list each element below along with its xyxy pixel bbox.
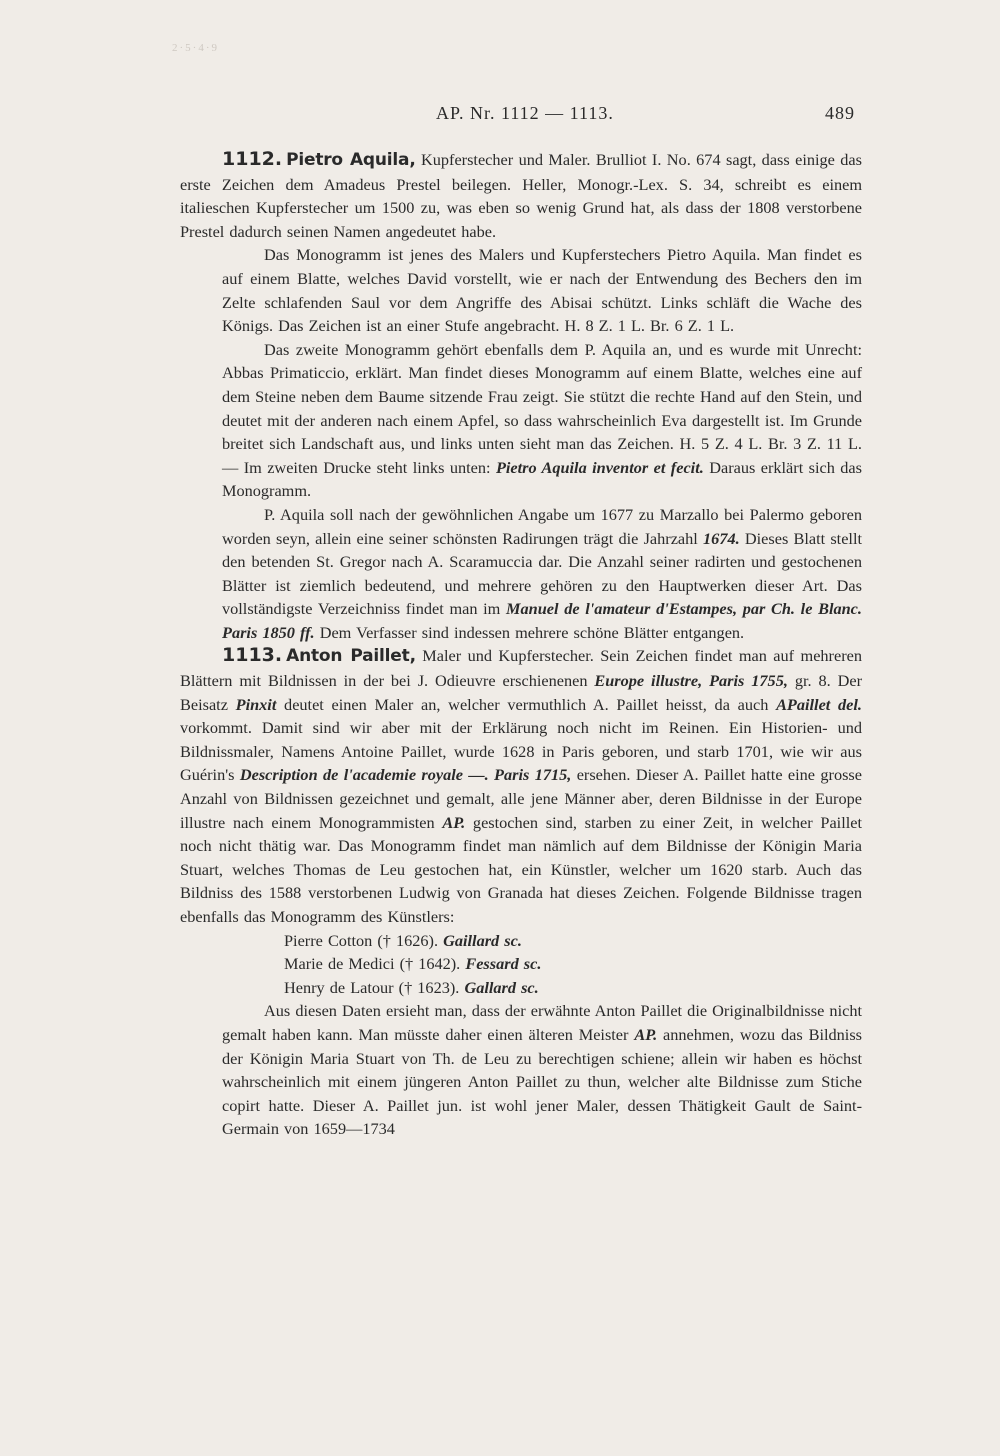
portrait-list (222, 929, 862, 1000)
text: Daraus erklärt sich das Monogramm. (222, 457, 862, 501)
paragraph (222, 503, 862, 645)
entry-1113-paragraph (180, 644, 862, 928)
text: gestochen sind, starben zu einer Zeit, in welcher Paillet noch nicht thätig war. Das Monogramm findet man nämlich auf dem Bildnisse der Königin Maria Stuart, welches Thomas de Leu gestochen hat, ein Künstler, welcher um 1620 starb. Auch das Bildniss des 1588 verstorbenen Ludwig von Granada hat dieses Zeichen. Folgende Bildnisse tragen ebenfalls das Monogramm des Künstlers: (180, 812, 863, 926)
text: Das zweite Monogramm gehört ebenfalls dem P. Aquila an, und es wurde mit Unrecht: Abbas Primaticcio, erklärt. Man findet dieses Monogramm auf einem Blatte, welches eine auf dem Steine neben dem Baume sitzende Frau zeigt. Sie stützt die rechte Hand auf den Stein, und deutet mit der anderen nach einem Apfel, so dass wahrscheinlich Eva dargestellt ist. Im Grunde breitet sich Landschaft aus, und links unten sieht man das Zeichen. H. 5 Z. 4 L. Br. 3 Z. 11 L. — Im zweiten Drucke steht links unten: (222, 339, 862, 477)
paragraph: Das Monogramm ist jenes des Malers und Kupferstechers Pietro Aquila. Man findet es auf einem Blatte, welches David vorstellt, wie er nach der Entwendung des Bechers den im Zelte schlafenden Saul vor dem Angriffe des Abisai schützt. Links schläft die Wache des Königs. Das Zeichen ist an einer Stufe angebracht. H. 8 Z. 1 L. Br. 6 Z. 1 L. (222, 245, 862, 336)
paragraph (222, 338, 862, 503)
italic-title: Description de l'academie royale —. Paris 1715, (239, 765, 572, 785)
text: deutet einen Maler an, welcher vermuthlich A. Paillet heisst, da auch (284, 694, 769, 714)
engraver: Gaillard sc. (443, 930, 522, 950)
text: P. Aquila soll nach der gewöhnlichen Angabe um 1677 zu Marzallo bei Palermo geboren worden seyn, allein eine seiner schönsten Radirungen trägt die Jahrzahl (222, 504, 862, 548)
text: gr. 8. Der Beisatz (180, 671, 862, 714)
entry-1112-paragraph (180, 148, 862, 243)
portrait-name: Marie de Medici († 1642). (284, 954, 461, 974)
running-header: AP. Nr. 1112 — 1113. (436, 103, 614, 123)
entry-name: Pietro Aquila, (286, 150, 416, 170)
entry-name: Anton Paillet, (286, 646, 416, 667)
list-item (222, 976, 862, 1000)
italic-title: Europe illustre, Paris 1755, (594, 671, 788, 691)
text: vorkommt. Damit sind wir aber mit der Erklärung noch nicht im Reinen. Ein Historien- und Bildnissmaler, Namens Antoine Paillet, wurde 1628 in Paris geboren, und starb 1701, wie wir aus Guérin's (180, 718, 862, 785)
italic-year: 1674. (703, 528, 740, 548)
entry-text: Kupferstecher und Maler. Brulliot I. No. 674 sagt, dass einige das erste Zeichen dem Amadeus Prestel beilegen. Heller, Monogr.-Lex. S. 34, schreibt es einem italieschen Kupferstecher um 1500 zu, was eben so wenig Grund hat, als dass der 1808 verstorbene Prestel dadurch seinen Namen angedeutet habe. (180, 150, 862, 241)
italic-word: Pinxit (235, 694, 277, 714)
list-item (222, 952, 862, 976)
italic-citation: Manuel de l'amateur d'Estampes, par Ch. le Blanc. Paris 1850 ff. (222, 599, 862, 642)
entry-number: 1113. (222, 644, 283, 667)
library-stamp: 2·5·4·9 (172, 42, 219, 54)
list-item (222, 929, 862, 953)
italic-word: AP. (634, 1024, 658, 1044)
text: annehmen, wozu das Bildniss der Königin Maria Stuart von Th. de Leu zu berechtigen schiene; allein wir haben es höchst wahrscheinlich mit einem jüngeren Anton Paillet zu thun, welcher alte Bildnisse zum Stiche copirt hatte. Dieser A. Paillet jun. ist wohl jener Maler, dessen Thätigkeit Gault de Saint-Germain von 1659—1734 (222, 1024, 863, 1139)
portrait-name: Pierre Cotton († 1626). (284, 930, 439, 950)
text-column (180, 148, 863, 1141)
paragraph (222, 999, 862, 1141)
engraver: Fessard sc. (465, 954, 542, 974)
entry-number: 1112. (222, 148, 283, 170)
text: Aus diesen Daten ersieht man, dass der erwähnte Anton Paillet die Originalbildnisse nicht gemalt haben kann. Man müsste daher einen älteren Meister (222, 1001, 862, 1044)
text: Maler und Kupferstecher. Sein Zeichen findet man auf mehreren Blättern mit Bildnissen in der bei J. Odieuvre erschienenen (180, 646, 862, 691)
italic-word: APaillet del. (776, 694, 862, 714)
text: Dieses Blatt stellt den betenden St. Gregor nach A. Scaramuccia dar. Die Anzahl seiner radirten und gestochenen Blätter ist ziemlich bedeutend, und mehrere gehören zu den Hauptwerken dieser Art. Das vollständigste Verzeichniss findet man im (222, 528, 862, 619)
portrait-name: Henry de Latour († 1623). (284, 977, 460, 997)
italic-word: AP. (442, 812, 466, 832)
page-number: 489 (825, 103, 855, 123)
engraver: Gallard sc. (464, 977, 539, 997)
italic-inscription: Pietro Aquila inventor et fecit. (495, 457, 704, 477)
text: ersehen. Dieser A. Paillet hatte eine grosse Anzahl von Bildnissen gezeichnet und gemalt, alle jene Männer aber, deren Bildnisse in der Europe illustre nach einem Monogrammisten (180, 765, 862, 832)
text: Dem Verfasser sind indessen mehrere schöne Blätter entgangen. (319, 622, 745, 642)
